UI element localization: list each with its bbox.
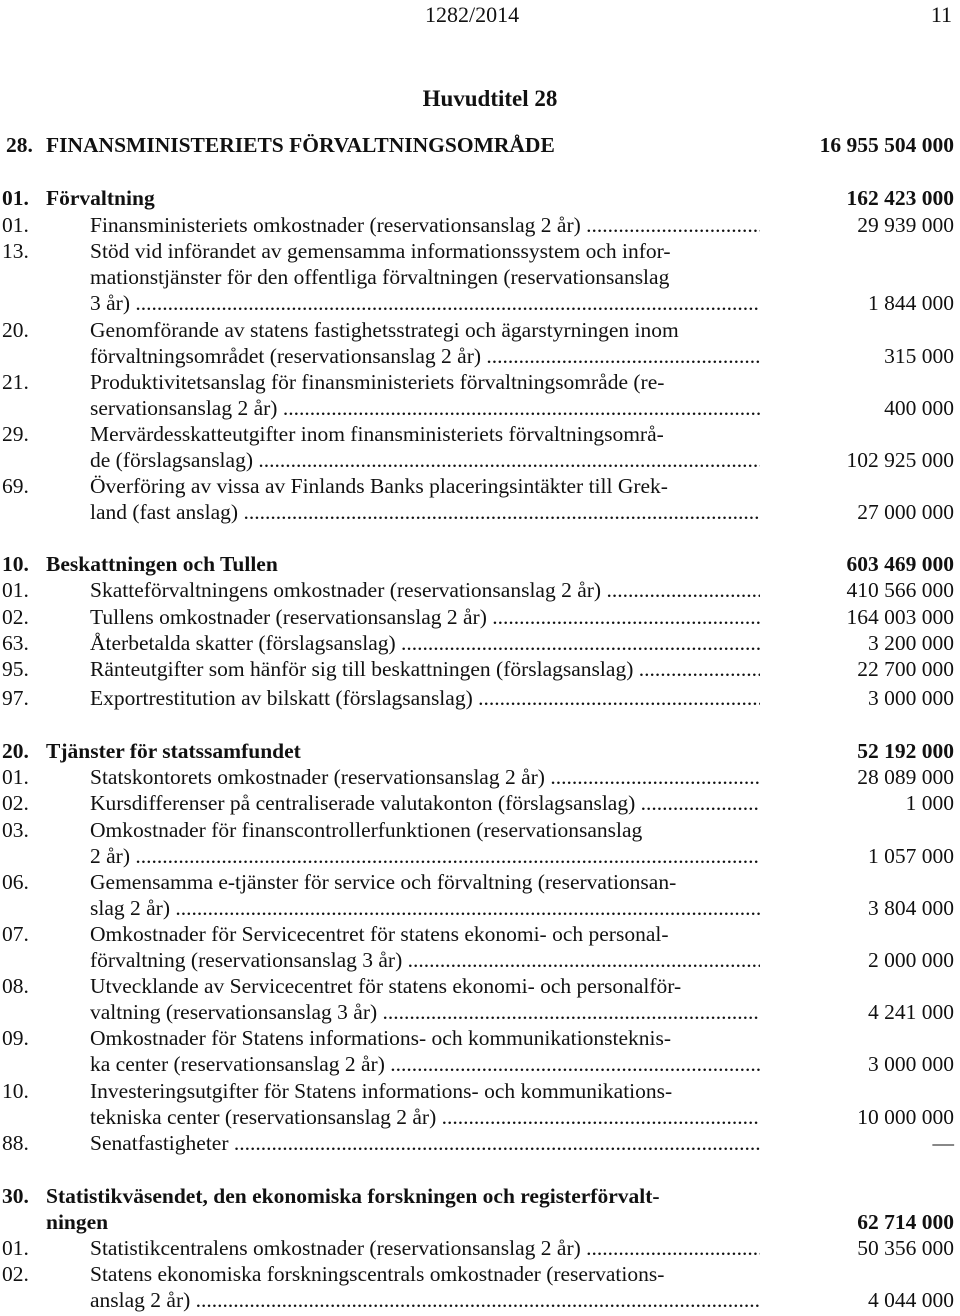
row-amount: 3 000 000 — [868, 1052, 954, 1076]
row-text: ka center (reservationsanslag 2 år) ..... — [90, 1051, 760, 1077]
row-number: 03. — [2, 818, 29, 842]
row-amount: 22 700 000 — [857, 657, 954, 681]
row-number: 10. — [2, 552, 29, 576]
table-row — [0, 395, 960, 421]
row-number: 02. — [2, 1262, 29, 1286]
row-number: 63. — [2, 631, 29, 655]
row-amount: 29 939 000 — [857, 213, 954, 237]
table-row — [0, 656, 960, 682]
table-row — [0, 685, 960, 711]
table-row — [0, 869, 960, 895]
row-text: Återbetalda skatter (förslagsanslag) ..... — [90, 630, 760, 656]
row-number: 10. — [2, 1079, 29, 1103]
row-text: Omkostnader för Servicecentret för statens ekonomi- och personal- — [90, 922, 669, 946]
table-row — [0, 1261, 960, 1287]
section-heading-text: Statistikväsendet, den ekonomiska forskningen och registerförvalt- — [46, 1184, 660, 1208]
row-text: Exportrestitution av bilskatt (förslagsanslag) ..... — [90, 685, 760, 711]
row-number: 01. — [2, 186, 29, 210]
table-row — [0, 1104, 960, 1130]
row-text: Statistikcentralens omkostnader (reservationsanslag 2 år) ..... — [90, 1235, 760, 1261]
table-row — [0, 1078, 960, 1104]
section-heading-row — [0, 1183, 960, 1209]
row-amount: 2 000 000 — [868, 948, 954, 972]
row-text: mationstjänster för den offentliga förvaltningen (reservationsanslag — [90, 265, 670, 289]
document-reference: 1282/2014 — [425, 2, 520, 27]
row-number: 02. — [2, 791, 29, 815]
row-amount: 3 804 000 — [868, 896, 954, 920]
row-number: 01. — [2, 578, 29, 602]
table-row — [0, 1287, 960, 1313]
row-text: Genomförande av statens fastighetsstrategi och ägarstyrningen inom — [90, 318, 679, 342]
section-heading-row — [0, 738, 960, 764]
row-text: Finansministeriets omkostnader (reservationsanslag 2 år) ..... — [90, 212, 760, 238]
main-title: Huvudtitel 28 — [422, 86, 558, 111]
table-row — [0, 843, 960, 869]
row-number: 30. — [2, 1184, 29, 1208]
table-row — [0, 264, 960, 290]
section-heading-text: Tjänster för statssamfundet — [46, 739, 301, 763]
page-number: 11 — [930, 2, 952, 27]
row-text: Omkostnader för Statens informations- och kommunikationsteknis- — [90, 1026, 672, 1050]
row-text: tekniska center (reservationsanslag 2 år) ..... — [90, 1104, 760, 1130]
row-text: förvaltningsområdet (reservationsanslag 2 år) ..... — [90, 343, 760, 369]
row-amount: 3 200 000 — [868, 631, 954, 655]
table-row — [0, 947, 960, 973]
row-amount: 50 356 000 — [857, 1236, 954, 1260]
row-amount: 164 003 000 — [846, 605, 954, 629]
row-amount: 1 057 000 — [868, 844, 954, 868]
table-row — [0, 1130, 960, 1156]
row-text: 3 år) ..... — [90, 290, 760, 316]
row-number: 08. — [2, 974, 29, 998]
row-text: Kursdifferenser på centraliserade valutakonton (förslagsanslag) ..... — [90, 790, 760, 816]
section-heading-row — [0, 185, 960, 211]
table-row — [0, 238, 960, 264]
row-amount: 27 000 000 — [857, 500, 954, 524]
table-row — [0, 604, 960, 630]
row-number: 29. — [2, 422, 29, 446]
row-amount: 400 000 — [884, 396, 954, 420]
row-amount: 4 044 000 — [868, 1288, 954, 1312]
row-number: 69. — [2, 474, 29, 498]
row-text: slag 2 år) ..... — [90, 895, 760, 921]
section-heading-text: ningen — [46, 1210, 109, 1234]
row-amount: 1 000 — [905, 791, 954, 815]
row-text: Omkostnader för finanscontrollerfunktionen (reservationsanslag — [90, 818, 643, 842]
main-heading-amount: 16 955 504 000 — [819, 133, 954, 157]
row-text: de (förslagsanslag) ..... — [90, 447, 760, 473]
row-text: Tullens omkostnader (reservationsanslag 2 år) ..... — [90, 604, 760, 630]
row-amount: 52 192 000 — [857, 739, 954, 763]
table-row — [0, 447, 960, 473]
table-row — [0, 790, 960, 816]
row-number: 01. — [2, 1236, 29, 1260]
table-row — [0, 817, 960, 843]
row-amount: 410 566 000 — [846, 578, 954, 602]
table-row — [0, 212, 960, 238]
main-heading-row — [0, 132, 960, 158]
table-row — [0, 499, 960, 525]
row-amount: 603 469 000 — [846, 552, 954, 576]
row-number: 20. — [2, 318, 29, 342]
row-number: 07. — [2, 922, 29, 946]
row-number: 88. — [2, 1131, 29, 1155]
row-number: 20. — [2, 739, 29, 763]
table-row — [0, 895, 960, 921]
table-row — [0, 473, 960, 499]
table-row — [0, 343, 960, 369]
row-amount: — — [932, 1131, 954, 1155]
section-heading-row — [0, 1209, 960, 1235]
row-text: Ränteutgifter som hänför sig till beskattningen (förslagsanslag) ..... — [90, 656, 760, 682]
page-header — [0, 2, 960, 32]
table-row — [0, 577, 960, 603]
row-text: valtning (reservationsanslag 3 år) ..... — [90, 999, 760, 1025]
row-number: 09. — [2, 1026, 29, 1050]
row-text: Utvecklande av Servicecentret för statens ekonomi- och personalför- — [90, 974, 682, 998]
row-text: Statens ekonomiska forskningscentrals omkostnader (reservations- — [90, 1262, 665, 1286]
section-heading-row — [0, 551, 960, 577]
row-amount: 4 241 000 — [868, 1000, 954, 1024]
row-amount: 315 000 — [884, 344, 954, 368]
table-row — [0, 1025, 960, 1051]
row-text: Produktivitetsanslag för finansministeriets förvaltningsområde (re- — [90, 370, 665, 394]
row-text: Statskontorets omkostnader (reservationsanslag 2 år) ..... — [90, 764, 760, 790]
section-heading-text: Förvaltning — [46, 186, 155, 210]
row-text: Senatfastigheter ..... — [90, 1130, 760, 1156]
row-number: 01. — [2, 765, 29, 789]
table-row — [0, 369, 960, 395]
row-number: 01. — [2, 213, 29, 237]
row-number: 21. — [2, 370, 29, 394]
row-number: 13. — [2, 239, 29, 263]
row-amount: 162 423 000 — [846, 186, 954, 210]
table-row — [0, 290, 960, 316]
row-text: anslag 2 år) ..... — [90, 1287, 760, 1313]
row-text: Gemensamma e-tjänster för service och förvaltning (reservationsan- — [90, 870, 677, 894]
table-row — [0, 317, 960, 343]
row-text: 2 år) ..... — [90, 843, 760, 869]
row-number: 06. — [2, 870, 29, 894]
table-row — [0, 1235, 960, 1261]
row-number: 02. — [2, 605, 29, 629]
row-amount: 1 844 000 — [868, 291, 954, 315]
row-number: 97. — [2, 686, 29, 710]
row-amount: 62 714 000 — [857, 1210, 954, 1234]
row-text: servationsanslag 2 år) ..... — [90, 395, 760, 421]
section-heading-text: Beskattningen och Tullen — [46, 552, 278, 576]
main-heading-number: 28. — [6, 133, 33, 157]
row-text: Skatteförvaltningens omkostnader (reservationsanslag 2 år) ..... — [90, 577, 760, 603]
row-text: Överföring av vissa av Finlands Banks placeringsintäkter till Grek- — [90, 474, 668, 498]
row-amount: 102 925 000 — [846, 448, 954, 472]
row-amount: 28 089 000 — [857, 765, 954, 789]
table-row — [0, 421, 960, 447]
row-text: land (fast anslag) ..... — [90, 499, 760, 525]
main-heading-text: FINANSMINISTERIETS FÖRVALTNINGSOMRÅDE — [46, 133, 555, 157]
table-row — [0, 921, 960, 947]
row-text: förvaltning (reservationsanslag 3 år) ..... — [90, 947, 760, 973]
row-text: Mervärdesskatteutgifter inom finansministeriets förvaltningsområ- — [90, 422, 664, 446]
row-text: Investeringsutgifter för Statens informations- och kommunikations- — [90, 1079, 673, 1103]
table-row — [0, 764, 960, 790]
table-row — [0, 973, 960, 999]
row-amount: 10 000 000 — [857, 1105, 954, 1129]
table-row — [0, 1051, 960, 1077]
row-amount: 3 000 000 — [868, 686, 954, 710]
row-text: Stöd vid införandet av gemensamma informationssystem och infor- — [90, 239, 671, 263]
table-row — [0, 630, 960, 656]
table-row — [0, 999, 960, 1025]
row-number: 95. — [2, 657, 29, 681]
